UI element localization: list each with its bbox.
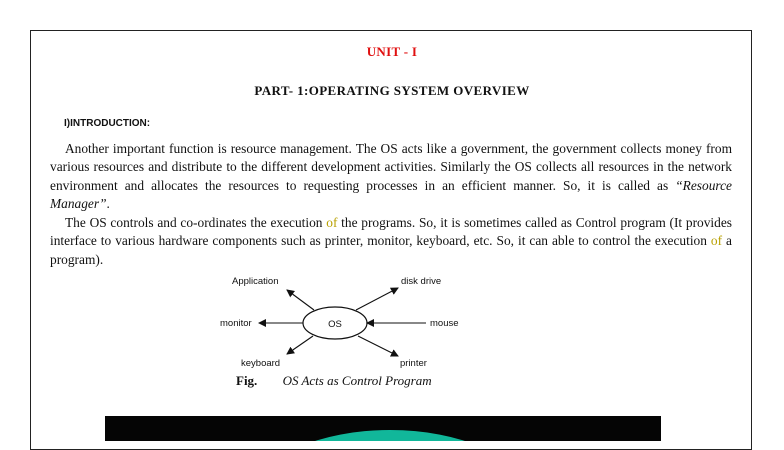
os-label: OS [328, 319, 342, 330]
emphasis-text: “Resource Manager” [50, 177, 732, 212]
os-control-diagram [210, 270, 490, 372]
body-text: a program). [50, 233, 733, 267]
printer-label: printer [400, 358, 427, 369]
body-text: Another important function is resource management. The OS acts like a government, the government collects money from various resources and distribute to the different development activities. Similarly the OS collects all resources in the network environment and allocates the resources to requesting processes in an efficient manner. So, it is called as [50, 141, 732, 193]
highlighted-text: of [710, 233, 723, 249]
highlighted-text: of [326, 215, 338, 230]
paragraph-control-program [50, 214, 732, 269]
paragraph-resource-manager [50, 140, 732, 214]
figure-caption-text: OS Acts as Control Program [282, 373, 432, 388]
application-label: Application [232, 276, 279, 287]
section-heading: I)INTRODUCTION: [64, 118, 151, 129]
part-title: PART- 1:OPERATING SYSTEM OVERVIEW [254, 83, 530, 98]
body-text: . [106, 196, 110, 212]
arrow-to-disk-drive [356, 288, 398, 310]
figure-caption [236, 373, 432, 389]
arrow-to-application [287, 290, 314, 310]
mouse-label: mouse [430, 318, 459, 329]
body-text: the programs. So, it is sometimes called as Control program (It provides interface to various hardware components such as printer, monitor, keyboard, etc. So, it can able to control the execution [50, 215, 733, 249]
arrow-to-printer [358, 336, 398, 356]
monitor-label: monitor [220, 318, 252, 329]
keyboard-label: keyboard [241, 358, 281, 369]
arrow-to-keyboard [287, 336, 313, 354]
disk-drive-label: disk drive [401, 276, 442, 287]
unit-title: UNIT - I [366, 44, 418, 59]
figure-label: Fig. [236, 373, 258, 388]
body-text: The OS controls and co-ordinates the execution [65, 215, 327, 230]
teal-shape [260, 430, 520, 441]
embedded-image [105, 416, 661, 441]
